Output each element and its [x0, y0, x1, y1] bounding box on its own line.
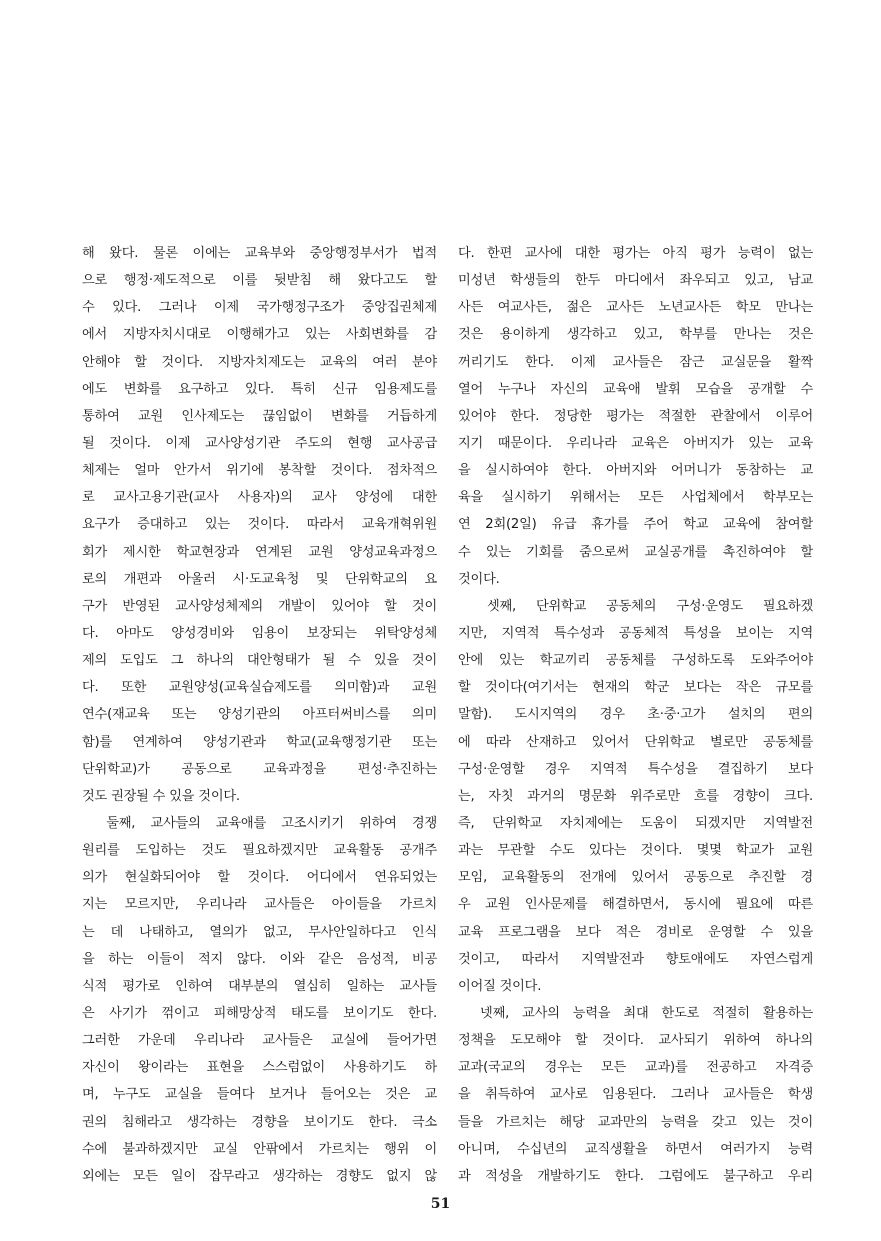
text-line: 안해야 할 것이다. 지방자치제도는 교육의 여러 분야: [82, 354, 437, 370]
text-line: 지는 모르지만, 우리나라 교사들은 아이들을 가르치: [82, 897, 437, 913]
text-line: 꺼리기도 한다. 이제 교사들은 잠근 교실문을 활짝: [458, 354, 813, 370]
text-line: 에도 변화를 요구하고 있다. 특히 신규 임용제도를: [82, 381, 437, 397]
text-line: 안에 있는 학교끼리 공동체를 구성하도록 도와주어야: [458, 653, 813, 669]
text-line: 정책을 도모해야 할 것이다. 교사되기 위하여 하나의: [458, 1033, 813, 1049]
text-line: 다. 아마도 양성경비와 임용이 보장되는 위탁양성체: [82, 625, 437, 641]
text-line: 미성년 학생들의 한두 마디에서 좌우되고 있고, 남교: [458, 273, 813, 289]
text-line: 것이다.: [458, 571, 500, 587]
text-line: 의가 현실화되어야 할 것이다. 어디에서 연유되었는: [82, 870, 437, 886]
text-line: 사든 여교사든, 젊은 교사든 노년교사든 학모 만나는: [458, 300, 813, 316]
text-line: 다. 한편 교사에 대한 평가는 아직 평가 능력이 없는: [458, 246, 813, 261]
text-line: 통하여 교원 인사제도는 끊임없이 변화를 거듭하게: [82, 408, 437, 424]
text-line: 다. 또한 교원양성(교육실습제도를 의미함)과 교원: [82, 680, 437, 696]
text-line: 수에 불과하겠지만 교실 안팎에서 가르치는 행위 이: [82, 1141, 437, 1157]
page-number: 51: [430, 1196, 451, 1212]
text-line: 들을 가르치는 해당 교과만의 능력을 갖고 있는 것이: [458, 1114, 813, 1130]
text-line: 에 따라 산재하고 있어서 단위학교 별로만 공동체를: [458, 734, 813, 750]
text-line: 될 것이다. 이제 교사양성기관 주도의 현행 교사공급: [82, 435, 437, 451]
text-line: 으로 행정·제도적으로 이를 뒷받침 해 왔다고도 할: [82, 273, 437, 289]
text-line: 는 데 나태하고, 열의가 없고, 무사안일하다고 인식: [82, 924, 437, 940]
text-line: 모임, 교육활동의 전개에 있어서 공동으로 추진할 경: [458, 870, 813, 886]
text-line: 식적 평가로 인하여 대부분의 열심히 일하는 교사들: [82, 978, 437, 994]
right-text-column: [458, 240, 813, 1190]
text-line: 아니며, 수십년의 교직생활을 하면서 여러가지 능력: [458, 1141, 813, 1157]
text-line: 연수(재교육 또는 양성기관의 아프터써비스를 의미: [82, 707, 437, 723]
text-line: 교육 프로그램을 보다 적은 경비로 운영할 수 있을: [458, 924, 813, 940]
text-line: 말함). 도시지역의 경우 초·중·고가 설치의 편의: [458, 707, 813, 723]
text-line: 열어 누구나 자신의 교육애 발휘 모습을 공개할 수: [458, 381, 813, 397]
text-line: 며, 누구도 교실을 들여다 보거나 들어오는 것은 교: [82, 1087, 437, 1103]
text-line: 을 실시하여야 한다. 아버지와 어머니가 동참하는 교: [458, 463, 813, 479]
text-line: 지만, 지역적 특수성과 공동체적 특성을 보이는 지역: [458, 625, 813, 641]
text-line: 할 것이다(여기서는 현재의 학군 보다는 작은 규모를: [458, 680, 813, 696]
text-line: 함)를 연계하여 양성기관과 학교(교육행정기관 또는: [82, 734, 437, 750]
text-line: 회가 제시한 학교현장과 연계된 교원 양성교육과정으: [82, 544, 437, 560]
text-line: 이어질 것이다.: [458, 978, 542, 994]
text-line: 로의 개편과 아울러 시·도교육청 및 단위학교의 요: [82, 571, 437, 587]
text-line: 과 적성을 개발하기도 한다. 그럼에도 불구하고 우리: [458, 1168, 813, 1184]
text-line: 외에는 모든 일이 잡무라고 생각하는 경향도 없지 않: [82, 1168, 437, 1184]
text-line: 단위학교)가 공동으로 교육과정을 편성·추진하는: [82, 761, 437, 777]
text-line: 은 사기가 꺾이고 피해망상적 태도를 보이기도 한다.: [82, 1005, 437, 1021]
text-line: 을 하는 이들이 적지 않다. 이와 같은 음성적, 비공: [82, 951, 437, 967]
text-line: 을 취득하여 교사로 임용된다. 그러나 교사들은 학생: [458, 1087, 813, 1103]
text-line: 것도 권장될 수 있을 것이다.: [82, 788, 240, 804]
text-line: 체제는 얼마 안가서 위기에 봉착할 것이다. 점차적으: [82, 463, 437, 479]
text-line: 로 교사고용기관(교사 사용자)의 교사 양성에 대한: [82, 490, 437, 506]
text-line: 수 있는 기회를 줌으로써 교실공개를 촉진하여야 할: [458, 544, 813, 560]
text-line: 자신이 왕이라는 표현을 스스럼없이 사용하기도 하: [82, 1060, 437, 1076]
text-line: 육을 실시하기 위해서는 모든 사업체에서 학부모는: [458, 490, 813, 506]
text-line: 수 있다. 그러나 이제 국가행정구조가 중앙집권체제: [82, 300, 437, 316]
text-line: 것은 용이하게 생각하고 있고, 학부를 만나는 것은: [458, 327, 813, 343]
text-line: 구성·운영할 경우 지역적 특수성을 결집하기 보다: [458, 761, 813, 777]
text-line: 우 교원 인사문제를 해결하면서, 동시에 필요에 따른: [458, 897, 813, 913]
text-line: 넷째, 교사의 능력을 최대 한도로 적절히 활용하는: [458, 1005, 813, 1021]
text-line: 있어야 한다. 정당한 평가는 적절한 관찰에서 이루어: [458, 408, 813, 424]
text-line: 해 왔다. 물론 이에는 교육부와 중앙행정부서가 법적: [82, 246, 437, 261]
text-line: 는, 자칫 과거의 명문화 위주로만 흐를 경향이 크다.: [458, 788, 813, 804]
text-line: 셋째, 단위학교 공동체의 구성·운영도 필요하겠: [458, 598, 813, 614]
text-line: 것이고, 따라서 지역발전과 향토애에도 자연스럽게: [458, 951, 813, 967]
text-line: 에서 지방자치시대로 이행해가고 있는 사회변화를 감: [82, 327, 437, 343]
text-line: 원리를 도입하는 것도 필요하겠지만 교육활동 공개주: [82, 843, 437, 859]
text-line: 구가 반영된 교사양성체제의 개발이 있어야 할 것이: [82, 598, 437, 614]
text-line: 권의 침해라고 생각하는 경향을 보이기도 한다. 극소: [82, 1114, 437, 1130]
text-line: 둘째, 교사들의 교육애를 고조시키기 위하여 경쟁: [82, 815, 437, 831]
text-line: 즉, 단위학교 자치제에는 도움이 되겠지만 지역발전: [458, 815, 813, 831]
text-line: 그러한 가운데 우리나라 교사들은 교실에 들어가면: [82, 1033, 437, 1049]
text-line: 제의 도입도 그 하나의 대안형태가 될 수 있을 것이: [82, 653, 437, 669]
text-line: 과는 무관할 수도 있다는 것이다. 몇몇 학교가 교원: [458, 843, 813, 859]
left-text-column: [82, 240, 437, 1190]
text-line: 요구가 증대하고 있는 것이다. 따라서 교육개혁위원: [82, 517, 437, 533]
text-line: 연 2회(2일) 유급 휴가를 주어 학교 교육에 참여할: [458, 517, 813, 533]
text-line: 지기 때문이다. 우리나라 교육은 아버지가 있는 교육: [458, 435, 813, 451]
text-line: 교과(국교의 경우는 모든 교과)를 전공하고 자격증: [458, 1060, 813, 1076]
